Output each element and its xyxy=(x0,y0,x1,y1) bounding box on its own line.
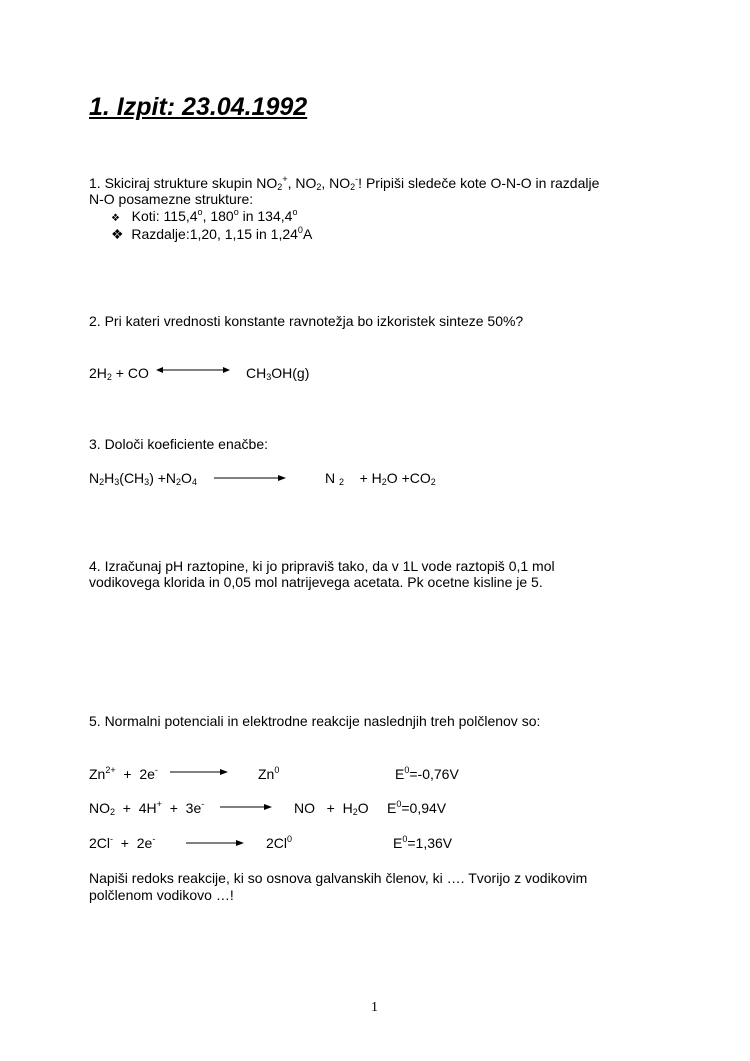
q4-line2: vodikovega klorida in 0,05 mol natrijevega acetata. Pk ocetne kisline je 5. xyxy=(89,574,543,590)
q5-question: 5. Normalni potenciali in elektrodne reakcije naslednjih treh polčlenov so: xyxy=(89,713,541,729)
q3-reactants: $N_2H_3(CH_3) +N_2O_4$ xyxy=(89,470,197,487)
q1-bullet-angles: ❖ Koti: 115,4$^o$, 180$^o$ in 134,4$^o$ xyxy=(111,207,298,224)
q1-line2: N-O posamezne strukture: xyxy=(89,191,254,207)
equilibrium-arrow-icon xyxy=(156,364,230,376)
q5-footer-line1: Napiši redoks reakcije, ki so osnova galvanskih členov, ki …. Tvorijo z vodikovim xyxy=(89,870,588,886)
reaction-arrow-icon xyxy=(186,837,244,849)
q5-r1-potential: $E^0=-0,76V$ xyxy=(395,765,459,782)
q5-r3-reactants: 2Cl- + 2e- xyxy=(89,834,156,851)
q5-r2-product: NO + $H_2O$ xyxy=(294,800,369,817)
reaction-arrow-icon xyxy=(170,766,228,778)
q4-line1: 4. Izračunaj pH raztopine, ki jo pripraviš tako, da v 1L vode raztopiš 0,1 mol xyxy=(89,558,555,574)
bullet-icon: ❖ xyxy=(111,213,120,224)
bullet-icon: ❖ xyxy=(111,226,124,242)
reaction-arrow-icon xyxy=(214,472,286,484)
q5-r3-potential: $E^0=1,36V$ xyxy=(393,834,453,851)
q2-products: $CH_3OH(g)$ xyxy=(246,365,310,382)
page-title: 1. Izpit: 23.04.1992 xyxy=(89,93,308,121)
q5-footer-line2: polčlenom vodikovo …! xyxy=(89,887,234,903)
reaction-arrow-icon xyxy=(220,801,272,813)
q5-r3-product: 2Cl$^0$ xyxy=(266,834,293,851)
q5-r2-reactants: $NO_2 + 4H^+ + 3e^-$ xyxy=(89,799,205,817)
q3-question: 3. Določi koeficiente enačbe: xyxy=(89,436,268,452)
q2-reactants: $2H_2$ + CO xyxy=(89,365,149,382)
q5-r1-product: Zn$^0$ xyxy=(258,765,280,782)
page-number: 1 xyxy=(371,1000,378,1015)
q3-products: N $_2$ + $H_2O +CO_2$ xyxy=(325,470,436,487)
q2-question: 2. Pri kateri vrednosti konstante ravnotežja bo izkoristek sinteze 50%? xyxy=(89,313,524,329)
q1-line1: 1. Skiciraj strukture skupin $NO_2^+$, $NO_2$, $NO_2^-$! Pripiši sledeče kote O-N-O in razdalje xyxy=(89,174,600,192)
q5-r1-reactants: $Zn^{2+} + 2e^-$ xyxy=(89,765,158,782)
q5-r2-potential: $E^0=0,94V$ xyxy=(387,799,447,816)
q1-bullet-distances: ❖ Razdalje:1,20, 1,15 in 1,24$^0$A xyxy=(111,225,313,242)
